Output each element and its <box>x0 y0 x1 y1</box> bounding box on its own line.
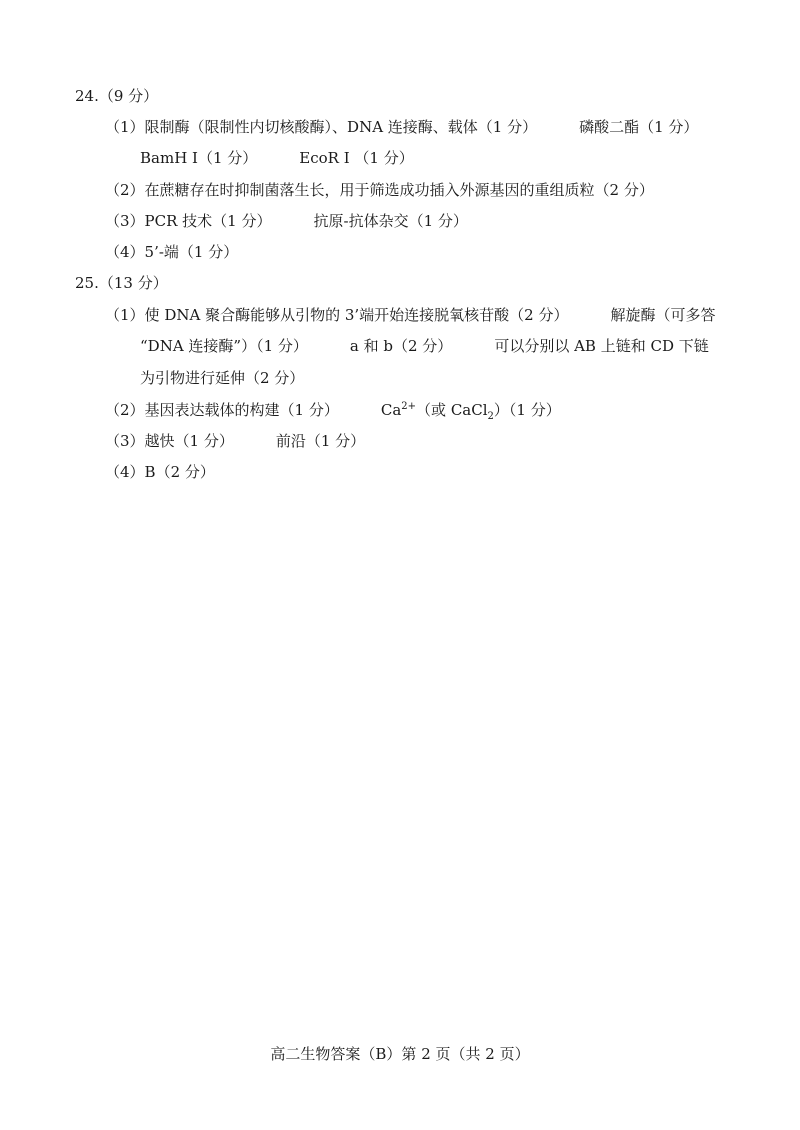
subscript: 2 <box>487 411 494 422</box>
q25-part-1 <box>105 305 715 325</box>
part-label: （2） <box>105 401 145 419</box>
part-label: （3） <box>105 432 145 450</box>
answer-text: EcoR I （1 分） <box>299 149 414 167</box>
answer-text: 为引物进行延伸（2 分） <box>140 369 305 387</box>
answer-text: 抗原-抗体杂交（1 分） <box>313 212 468 230</box>
answer-text: BamH I（1 分） <box>140 149 258 167</box>
answer-text: 5’-端（1 分） <box>144 243 239 261</box>
q24-part-2 <box>105 180 654 200</box>
q25-part-1-cont <box>140 336 709 356</box>
answer-text: PCR 技术（1 分） <box>144 212 272 230</box>
answer-text: 可以分别以 AB 上链和 CD 下链 <box>494 337 709 355</box>
q24-part-4 <box>105 242 238 262</box>
part-label: （3） <box>105 212 145 230</box>
answer-text: “DNA 连接酶”）（1 分） <box>140 337 308 355</box>
page-footer: 高二生物答案（B）第 2 页（共 2 页） <box>270 1045 530 1063</box>
answer-text: 限制酶（限制性内切核酸酶）、DNA 连接酶、载体（1 分） <box>144 118 538 136</box>
q24-part-1 <box>105 117 698 137</box>
q25-part-2 <box>105 400 561 420</box>
answer-text: B（2 分） <box>144 463 215 481</box>
part-label: （2） <box>105 181 145 199</box>
part-label: （4） <box>105 243 145 261</box>
part-label: （4） <box>105 463 145 481</box>
question-24-title: 24.（9 分） <box>75 87 159 105</box>
q24-part-3 <box>105 211 468 231</box>
question-25-title: 25.（13 分） <box>75 274 168 292</box>
part-label: （1） <box>105 306 145 324</box>
q25-part-1-cont2 <box>140 368 304 388</box>
q24-part-1-cont <box>140 148 414 168</box>
answer-text: 磷酸二酯（1 分） <box>579 118 699 136</box>
answer-text: 基因表达载体的构建（1 分） <box>144 401 339 419</box>
answer-text: 在蔗糖存在时抑制菌落生长，用于筛选成功插入外源基因的重组质粒（2 分） <box>144 181 654 199</box>
answer-text: 越快（1 分） <box>144 432 234 450</box>
calcium-ion: Ca <box>380 401 402 419</box>
answer-text: ）（1 分） <box>493 401 561 419</box>
answer-text: （或 CaCl <box>416 401 488 419</box>
ion-charge: 2+ <box>401 401 417 412</box>
q25-part-4 <box>105 462 215 482</box>
answer-text: 解旋酶（可多答 <box>610 306 716 324</box>
answer-text: 前沿（1 分） <box>275 432 366 450</box>
answer-text: a 和 b（2 分） <box>349 337 453 355</box>
q25-part-3 <box>105 431 365 451</box>
answer-text: 使 DNA 聚合酶能够从引物的 3’端开始连接脱氧核苷酸（2 分） <box>144 306 569 324</box>
part-label: （1） <box>105 118 145 136</box>
